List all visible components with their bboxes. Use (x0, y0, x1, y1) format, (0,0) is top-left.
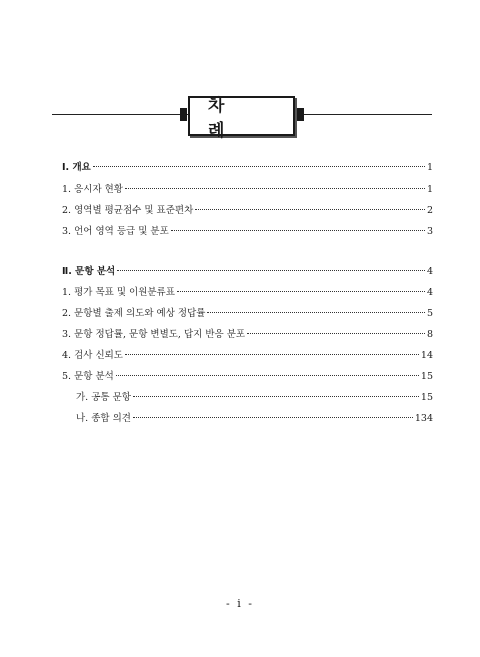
toc-entry[interactable] (62, 329, 433, 341)
toc-entry-page: 3 (426, 226, 433, 237)
toc-entry-page: 8 (426, 329, 433, 340)
toc-entry-label: 3. 문항 정답률, 문항 변별도, 답지 반응 분포 (62, 329, 246, 340)
toc-entry-page: 2 (426, 205, 433, 216)
toc-entry[interactable] (62, 162, 433, 174)
toc-leader-dots (125, 354, 419, 355)
page-number: - i - (226, 597, 254, 610)
toc-entry[interactable] (76, 413, 433, 425)
toc-entry-label: 4. 검사 신뢰도 (62, 350, 123, 361)
toc-entry-label: 2. 영역별 평균점수 및 표준편차 (62, 205, 194, 216)
toc-entry[interactable] (62, 350, 433, 362)
toc-entry-page: 134 (414, 413, 433, 424)
toc-entry-label: 3. 언어 영역 등급 및 분포 (62, 226, 169, 237)
toc-entry-label: 2. 문항별 출제 의도와 예상 정답률 (62, 308, 206, 319)
toc-entry-label: 5. 문항 분석 (62, 371, 114, 382)
toc-leader-dots (116, 375, 419, 376)
toc-leader-dots (171, 230, 425, 231)
toc-leader-dots (133, 417, 413, 418)
toc-entry-label: 나. 종합 의견 (76, 413, 131, 424)
toc-entry[interactable] (76, 392, 433, 404)
page-title: 차 례 (208, 96, 243, 141)
toc-entry[interactable] (62, 371, 433, 383)
toc-leader-dots (207, 312, 424, 313)
toc-leader-dots (117, 270, 425, 271)
toc-entry-page: 15 (420, 371, 433, 382)
toc-entry[interactable] (62, 287, 433, 299)
toc-entry-label: 1. 응시자 현황 (62, 184, 123, 195)
toc-leader-dots (93, 166, 425, 167)
toc-entry[interactable] (62, 205, 433, 217)
toc-leader-dots (195, 209, 425, 210)
toc-entry-label: 1. 평가 목표 및 이원분류표 (62, 287, 175, 298)
title-rule-right-cap (297, 108, 304, 121)
toc-leader-dots (247, 333, 425, 334)
toc-entry-page: 1 (426, 184, 433, 195)
toc-entry-label: 가. 공통 문항 (76, 392, 131, 403)
toc-entry[interactable] (62, 266, 433, 278)
toc-leader-dots (125, 188, 425, 189)
toc-entry[interactable] (62, 226, 433, 238)
toc-entry-page: 14 (420, 350, 433, 361)
toc-entry-page: 5 (426, 308, 433, 319)
toc-entry-page: 4 (426, 287, 433, 298)
title-rule-left-cap (180, 108, 187, 121)
toc-entry[interactable] (62, 308, 433, 320)
toc-leader-dots (177, 291, 425, 292)
toc-entry-label: Ⅰ. 개요 (62, 162, 91, 173)
title-box (188, 96, 295, 141)
toc-entry-page: 15 (420, 392, 433, 403)
toc-entry[interactable] (62, 184, 433, 196)
toc-entry-page: 4 (426, 266, 433, 277)
toc-leader-dots (133, 396, 419, 397)
toc-entry-label: Ⅱ. 문항 분석 (62, 266, 116, 277)
toc-entry-page: 1 (426, 162, 433, 173)
